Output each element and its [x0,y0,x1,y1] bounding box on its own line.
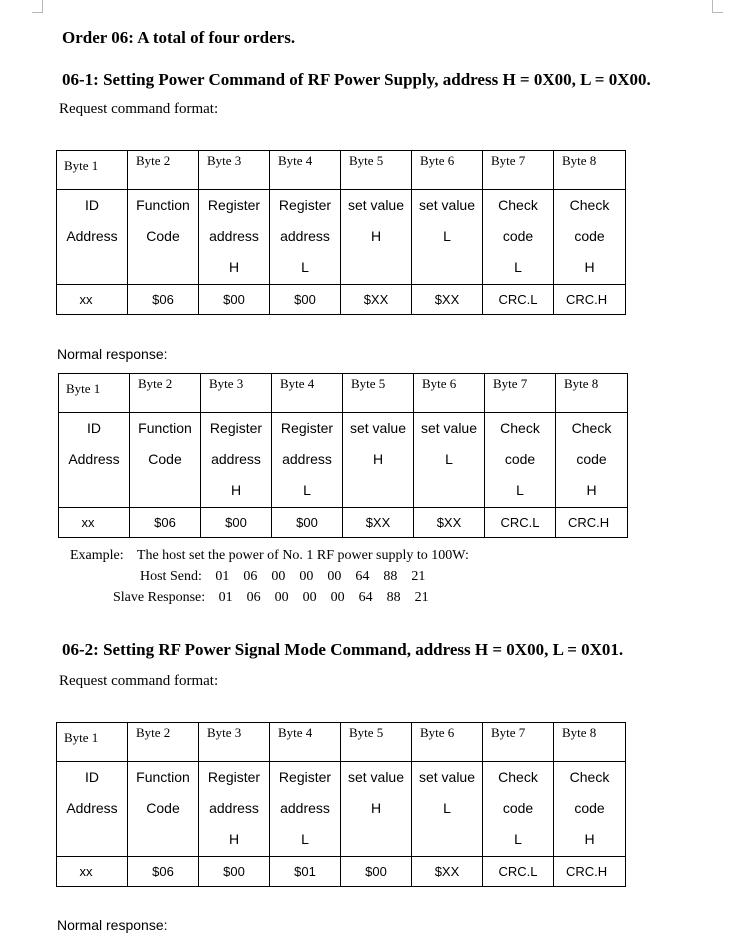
value-cell: $00 [270,285,341,315]
description-line: L [301,831,309,847]
header-cell: Byte 2 [128,723,199,762]
section1-request-label: Request command format: [59,101,219,117]
byte-value: 00 [271,569,286,584]
description-line: Address [66,228,118,244]
section2-title: 06-2: Setting RF Power Signal Mode Command, address H = 0X00, L = 0X01. [62,640,624,659]
slave-response-line [113,590,443,606]
header-cell: Byte 8 [554,151,626,190]
description-cell [554,762,626,857]
description-line: code [502,800,534,816]
description-line: address [280,228,330,244]
description-line: L [443,800,451,816]
host-send-label: Host Send: [140,569,202,584]
description-line: Check [498,197,538,213]
header-cell: Byte 2 [128,151,199,190]
description-line: Address [66,800,118,816]
value-cell: $00 [199,285,270,315]
description-line: Register [278,197,332,213]
section2-request-label: Request command format: [59,673,219,689]
description-line: Register [280,420,334,436]
description-cell [57,762,128,857]
value-cell: $00 [272,508,343,538]
description-line: H [372,451,384,467]
description-line: code [574,228,605,244]
header-cell: Byte 4 [270,151,341,190]
description-line: address [209,228,259,244]
byte-value: 21 [411,569,426,584]
value-cell: $01 [270,857,341,887]
description-cell [483,190,554,285]
description-line: Register [207,769,261,785]
value-cell: CRC.H [556,508,628,538]
description-cell [270,762,341,857]
description-line: L [443,228,451,244]
description-cell [128,190,199,285]
example-line [70,548,469,564]
value-cell: $06 [128,285,199,315]
header-cell: Byte 3 [199,723,270,762]
value-cell: CRC.L [485,508,556,538]
description-cell [414,413,485,508]
value-cell: $XX [412,285,483,315]
header-cell: Byte 5 [341,723,412,762]
value-cell: xx [57,857,128,887]
byte-value: 64 [358,590,373,605]
value-cell: CRC.L [483,857,554,887]
description-line: set value [418,769,476,785]
description-line: Register [207,197,261,213]
header-cell: Byte 8 [554,723,626,762]
value-cell: $XX [341,285,412,315]
description-line: Check [569,769,610,785]
byte-value: 01 [218,590,233,605]
byte-value: 00 [327,569,342,584]
header-cell: Byte 1 [59,374,130,413]
order-title: Order 06: A total of four orders. [62,28,296,47]
value-cell: $00 [199,857,270,887]
description-line: H [370,800,382,816]
slave-response-bytes [219,590,443,605]
description-cell [483,762,554,857]
description-line: Function [136,769,190,785]
header-cell: Byte 5 [343,374,414,413]
section2-response-label: Normal response: [57,917,168,933]
description-line: code [504,451,536,467]
value-cell: $00 [341,857,412,887]
description-line: L [514,831,522,847]
header-cell: Byte 4 [272,374,343,413]
value-cell: $XX [343,508,414,538]
description-line: Function [136,197,190,213]
byte-value: 00 [302,590,317,605]
header-cell: Byte 6 [414,374,485,413]
description-line: H [586,482,597,498]
description-line: set value [349,420,407,436]
description-cell [199,762,270,857]
description-line: Register [209,420,263,436]
description-cell [201,413,272,508]
byte-value: 00 [330,590,345,605]
description-cell [485,413,556,508]
description-line: H [228,831,240,847]
description-line: set value [418,197,476,213]
description-line: L [514,259,522,275]
description-line: Check [498,769,538,785]
description-cell [341,762,412,857]
value-cell: xx [57,285,128,315]
description-line: Check [571,420,612,436]
byte-value: 88 [386,590,401,605]
description-line: Register [278,769,332,785]
description-line: L [516,482,524,498]
byte-value: 00 [274,590,289,605]
description-line: H [584,259,595,275]
header-cell: Byte 6 [412,723,483,762]
description-cell [556,413,628,508]
description-line: L [303,482,311,498]
description-line: Code [146,800,180,816]
description-line: Function [138,420,192,436]
description-line: ID [85,769,99,785]
header-cell: Byte 5 [341,151,412,190]
description-line: address [280,800,330,816]
byte-value: 88 [383,569,398,584]
header-cell: Byte 3 [201,374,272,413]
description-line: code [576,451,607,467]
description-line: set value [347,197,405,213]
description-cell [270,190,341,285]
header-cell: Byte 4 [270,723,341,762]
section1-title: 06-1: Setting Power Command of RF Power Supply, address H = 0X00, L = 0X00. [62,70,651,89]
description-line: H [370,228,382,244]
header-cell: Byte 1 [57,723,128,762]
description-cell [128,762,199,857]
value-cell: $XX [412,857,483,887]
byte-value: 06 [246,590,261,605]
byte-value: 21 [414,590,429,605]
description-line: L [445,451,453,467]
page-corner-mark [712,0,723,13]
header-cell: Byte 7 [483,151,554,190]
description-line: H [228,259,240,275]
value-cell: xx [59,508,130,538]
description-cell [59,413,130,508]
description-cell [343,413,414,508]
description-line: code [574,800,605,816]
header-cell: Byte 7 [483,723,554,762]
description-cell [130,413,201,508]
byte-value: 06 [243,569,258,584]
description-line: Code [148,451,182,467]
description-line: ID [87,420,101,436]
description-line: H [584,831,595,847]
section1-response-table [58,373,628,538]
example-text: The host set the power of No. 1 RF power supply to 100W: [136,548,469,563]
value-cell: CRC.L [483,285,554,315]
description-cell [57,190,128,285]
description-line: set value [347,769,405,785]
description-cell [272,413,343,508]
slave-response-label: Slave Response: [113,590,206,605]
value-cell: CRC.H [554,857,626,887]
page-corner-mark [32,0,43,13]
value-cell: $06 [128,857,199,887]
section1-request-table [56,150,626,315]
description-cell [341,190,412,285]
header-cell: Byte 6 [412,151,483,190]
header-cell: Byte 2 [130,374,201,413]
header-cell: Byte 1 [57,151,128,190]
value-cell: $00 [201,508,272,538]
byte-value: 00 [299,569,314,584]
value-cell: $XX [414,508,485,538]
description-line: L [301,259,309,275]
description-line: ID [85,197,99,213]
description-cell [412,190,483,285]
example-label: Example: [70,548,124,563]
description-line: address [282,451,332,467]
description-line: Address [68,451,120,467]
description-line: Check [569,197,610,213]
section2-request-table [56,722,626,887]
description-line: set value [420,420,478,436]
description-line: H [230,482,242,498]
byte-value: 01 [215,569,230,584]
header-cell: Byte 7 [485,374,556,413]
description-line: Check [500,420,540,436]
description-cell [412,762,483,857]
value-cell: CRC.H [554,285,626,315]
description-cell [199,190,270,285]
description-line: address [211,451,261,467]
value-cell: $06 [130,508,201,538]
byte-value: 64 [355,569,370,584]
header-cell: Byte 3 [199,151,270,190]
header-cell: Byte 8 [556,374,628,413]
description-cell [554,190,626,285]
host-send-bytes [215,569,439,584]
host-send-line [140,569,439,585]
description-line: Code [146,228,180,244]
description-line: address [209,800,259,816]
description-line: code [502,228,534,244]
section1-response-label: Normal response: [57,346,168,362]
